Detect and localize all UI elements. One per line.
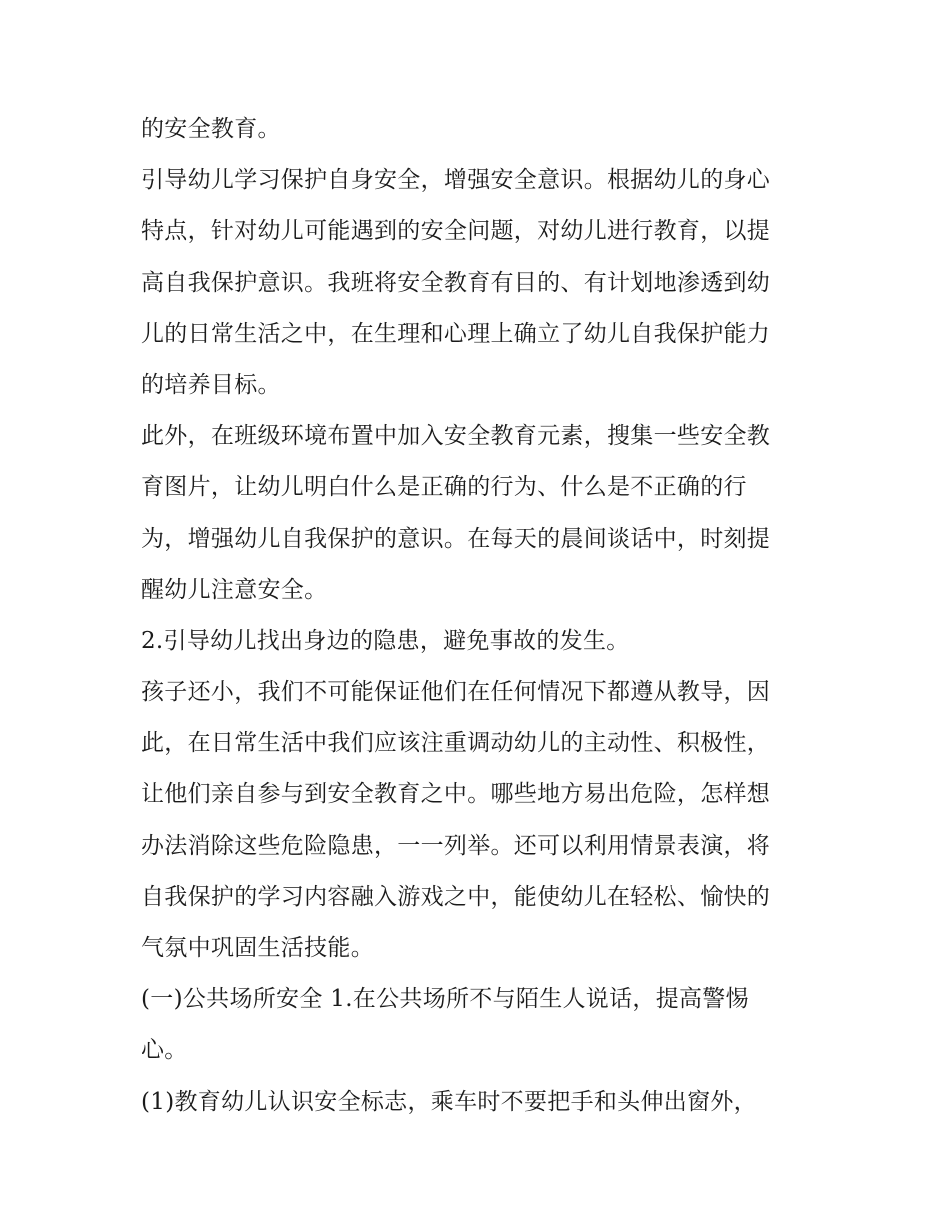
- text-line: (1)教育幼儿认识安全标志，乘车时不要把手和头伸出窗外，: [141, 1088, 757, 1115]
- text-line: 引导幼儿学习保护自身安全，增强安全意识。根据幼儿的身心: [141, 167, 771, 194]
- text-line: 孩子还小，我们不可能保证他们在任何情况下都遵从教导，因: [141, 679, 771, 706]
- text-line: 此外，在班级环境布置中加入安全教育元素，搜集一些安全教: [141, 423, 771, 450]
- text-line: 特点，针对幼儿可能遇到的安全问题，对幼儿进行教育，以提: [141, 218, 771, 245]
- text-line: 高自我保护意识。我班将安全教育有目的、有计划地渗透到幼: [141, 269, 771, 296]
- text-line: 育图片，让幼儿明白什么是正确的行为、什么是不正确的行: [141, 474, 747, 501]
- text-line: 气氛中巩固生活技能。: [141, 935, 374, 961]
- text-line: 办法消除这些危险隐患，一一列举。还可以利用情景表演，将: [141, 832, 771, 859]
- section-heading: 2.引导幼儿找出身边的隐患，避免事故的发生。: [141, 627, 630, 654]
- text-line: 自我保护的学习内容融入游戏之中，能使幼儿在轻松、愉快的: [141, 883, 771, 910]
- document-body: [141, 104, 831, 1128]
- text-line: 醒幼儿注意安全。: [141, 576, 328, 603]
- text-line: 为，增强幼儿自我保护的意识。在每天的晨间谈话中，时刻提: [141, 525, 771, 552]
- text-line: 让他们亲自参与到安全教育之中。哪些地方易出危险，怎样想: [141, 781, 771, 808]
- text-line: 心。: [141, 1037, 188, 1064]
- text-line: 此，在日常生活中我们应该注重调动幼儿的主动性、积极性，: [141, 730, 771, 757]
- text-line: 的培养目标。: [141, 371, 281, 398]
- text-line: 的安全教育。: [141, 116, 281, 142]
- text-line: 儿的日常生活之中，在生理和心理上确立了幼儿自我保护能力: [141, 320, 771, 347]
- section-heading: (一)公共场所安全 1.在公共场所不与陌生人说话，提高警惕: [141, 986, 749, 1013]
